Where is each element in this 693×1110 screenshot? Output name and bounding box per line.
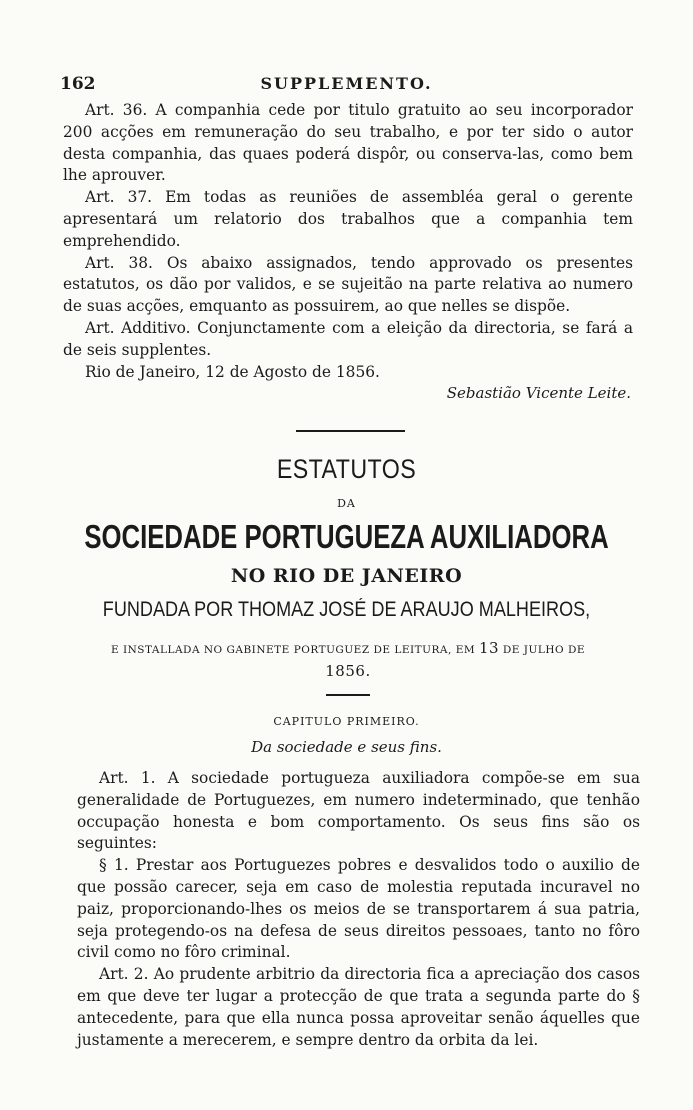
chapter-subtitle: Da sociedade e seus fins. [251,738,442,756]
section-divider [296,430,405,432]
installada-part-a: E INSTALLADA NO GABINETE PORTUGUEZ DE LEITURA, EM [110,644,476,656]
article-37: Art. 37. Em todas as reuniões de assembléa geral o gerente apresentará um relatorio dos trabalhos que a companhia tem emprehendido. [63,188,633,250]
page-header [60,74,633,98]
installada-part-b: DE JULHO DE [502,644,586,656]
title-da: DA [337,497,356,510]
article-36: Art. 36. A companhia cede por titulo gratuito ao seu incorporador 200 acções em remuneração do seu trabalho, e por ter sido o autor desta companhia, das quaes poderá dispôr, ou conserva-las, como bem lhe aprouver. [63,101,633,185]
article-38: Art. 38. Os abaixo assignados, tendo approvado os presentes estatutos, os dão por validos, e se sujeitão na parte relativa ao numero de suas acções, emquanto as possuirem, ao que nelles se dispõe. [63,253,633,316]
page-number: 162 [60,74,96,94]
paragraph-1: § 1. Prestar aos Portuguezes pobres e desvalidos todo o auxilio de que possão carecer, seja em caso de molestia reputada incuravel no paiz, proporcionando-lhes os meios de se transportarem á sua patria, seja protegendo-os na defesa de seus direitos pessoaes, tanto no fôro civil como no fôro criminal. [77,856,640,962]
article-2: Art. 2. Ao prudente arbitrio da directoria fica a apreciação dos casos em que deve ter lugar a protecção de que trata a segunda parte do § antecedente, para que ella nunca possa aproveitar senão áquelles que justamente a merecerem, e sempre dentro da orbita da lei. [77,965,640,1049]
signature: Sebastião Vicente Leite. [446,384,631,403]
title-fundada: FUNDADA POR THOMAZ JOSÉ DE ARAUJO MALHEIROS, [102,598,591,621]
articles-top-block [63,100,633,405]
chapter-heading: CAPITULO PRIMEIRO. [273,715,420,728]
title-sociedade: SOCIEDADE PORTUGUEZA AUXILIADORA [84,518,609,555]
title-rio: NO RIO DE JANEIRO [230,565,463,587]
title-estatutos: ESTATUTOS [276,454,417,484]
title-divider [326,694,370,696]
articles-bottom-block [77,768,640,1051]
title-installada [88,638,608,684]
running-title: SUPPLEMENTO. [260,74,433,93]
article-additivo: Art. Additivo. Conjunctamente com a eleição da directoria, se fará a de seis supplentes. [63,318,633,359]
date-line: Rio de Janeiro, 12 de Agosto de 1856. [85,362,380,381]
installada-day: 13 [478,639,500,657]
installada-year: 1856. [325,662,371,680]
article-1: Art. 1. A sociedade portugueza auxiliadora compõe-se em sua generalidade de Portuguezes, em numero indeterminado, que tenhão occupação honesta e bom comportamento. Os seus fins são os seguintes: [77,769,640,853]
